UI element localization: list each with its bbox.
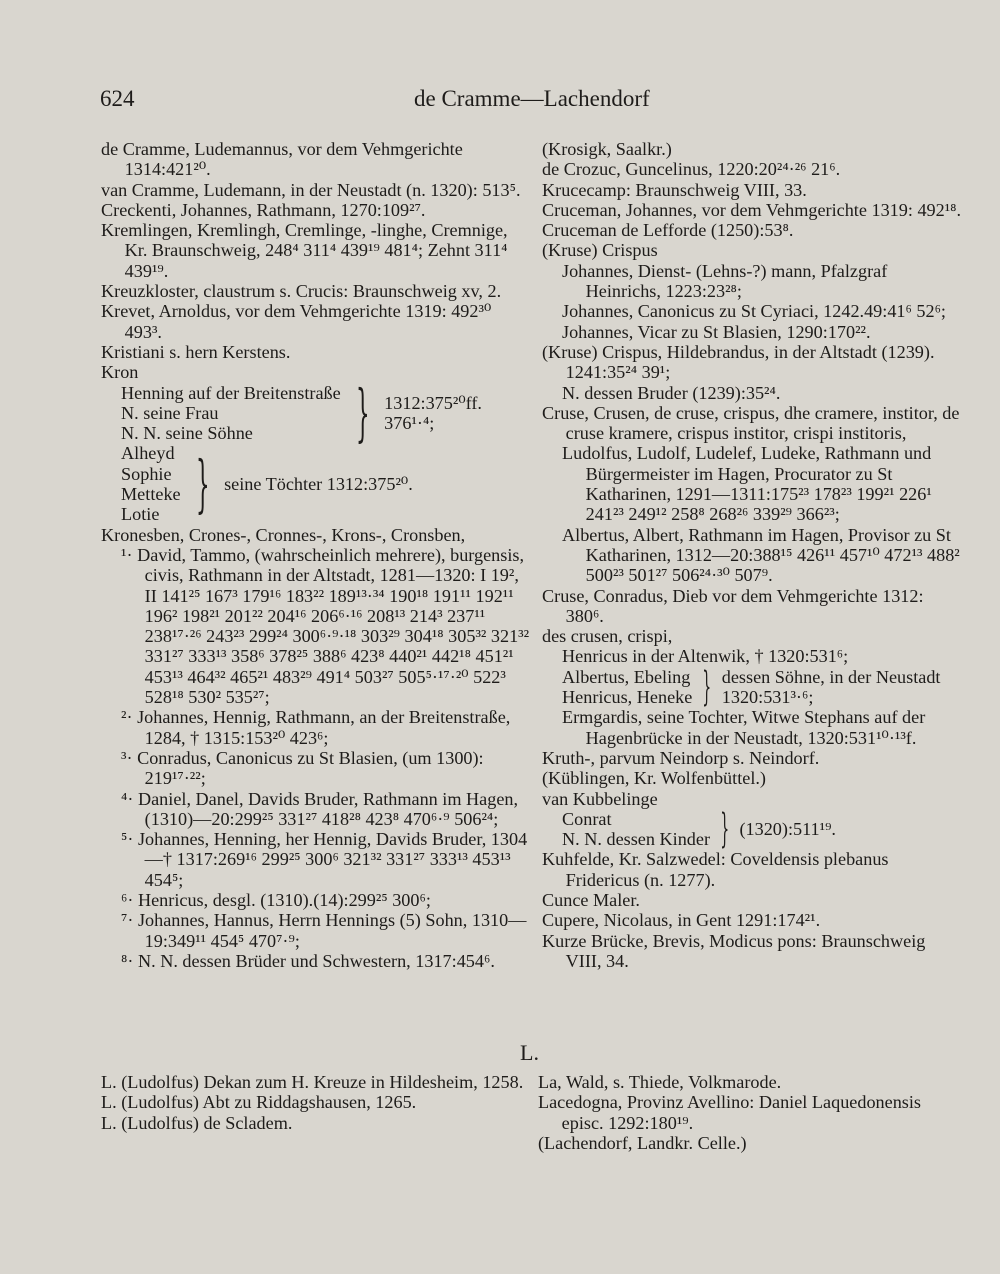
l-right-column <box>538 1072 958 1153</box>
right-column <box>542 139 962 971</box>
kron-group-daughters <box>101 443 531 524</box>
group-reference: (1320):511¹⁹. <box>739 818 836 839</box>
sub-entry: Johannes, Dienst- (Lehns-?) mann, Pfalzgraf Heinrichs, 1223:23²⁸; <box>562 260 888 302</box>
brace: } <box>720 806 730 853</box>
kubbelinge-group <box>542 806 962 853</box>
index-entry: Cunce Maler. <box>542 889 640 910</box>
sub-entry: Ludolfus, Ludolf, Ludelef, Ludeke, Rathmann und Bürgermeister im Hagen, Procurator zu St Katharinen, 1291—1311:175²³ 178²³ 199²¹ 226¹ 241²³ 249¹² 258⁸ 268²⁶ 339²⁹ 366²³; <box>562 443 932 525</box>
index-entry: van Cramme, Ludemann, in der Neustadt (n. 1320): 513⁵. <box>101 179 521 200</box>
sub-entry: ⁵· Johannes, Henning, her Hennig, Davids Bruder, 1304—† 1317:269¹⁶ 299²⁵ 300⁶ 321³² 331²⁷ 333¹³ 453¹³ 454⁵; <box>121 829 528 890</box>
sub-entry: ⁸· N. N. dessen Brüder und Schwestern, 1317:454⁶. <box>121 950 495 971</box>
running-title: de Cramme—Lachendorf <box>414 86 650 111</box>
sub-entry: ³· Conradus, Canonicus zu St Blasien, (um 1300): 219¹⁷·²²; <box>121 747 484 789</box>
index-entry: Kreuzkloster, claustrum s. Crucis: Braunschweig xv, 2. <box>101 281 502 302</box>
cruse-sons-group <box>542 664 962 711</box>
sub-entry: N. dessen Bruder (1239):35²⁴. <box>562 382 781 403</box>
sub-entry: Henricus in der Altenwik, † 1320:531⁶; <box>562 646 849 667</box>
group-name: Alheyd <box>121 443 175 464</box>
index-entry: van Kubbelinge <box>542 788 658 809</box>
sub-entry: ⁶· Henricus, desgl. (1310).(14):299²⁵ 300⁶; <box>121 889 431 910</box>
group-name: Henning auf der Breitenstraße <box>121 382 341 403</box>
group-reference: dessen Söhne, in der Neustadt <box>721 666 941 687</box>
sub-entry: Johannes, Vicar zu St Blasien, 1290:170²². <box>562 321 871 342</box>
group-name: Conrat <box>562 808 612 829</box>
index-entry: Cruse, Conradus, Dieb vor dem Vehmgerichte 1312: 380⁶. <box>542 585 924 626</box>
index-entry: Creckenti, Johannes, Rathmann, 1270:109²⁷. <box>101 199 426 220</box>
group-name: N. N. dessen Kinder <box>562 829 711 850</box>
index-entry: La, Wald, s. Thiede, Volkmarode. <box>538 1072 782 1092</box>
index-entry: Cupere, Nicolaus, in Gent 1291:174²¹. <box>542 910 821 931</box>
index-entry: (Kruse) Crispus <box>542 240 658 261</box>
sub-entry: Ermgardis, seine Tochter, Witwe Stephans auf der Hagenbrücke in der Neustadt, 1320:531¹⁰·¹³f. <box>562 707 926 748</box>
index-entry: Kremlingen, Kremlingh, Cremlinge, -linghe, Cremnige, Kr. Braunschweig, 248⁴ 311⁴ 439¹⁹ 481⁴; Zehnt 311⁴ 439¹⁹. <box>101 220 508 281</box>
group-reference: 1312:375²⁰ff. 376¹·⁴; <box>384 392 482 433</box>
group-name: Sophie <box>121 463 172 484</box>
index-entry: Cruceman de Lefforde (1250):53⁸. <box>542 220 794 241</box>
brace: } <box>195 447 210 521</box>
group-name: Henricus, Heneke <box>562 687 693 708</box>
l-left-column <box>101 1072 531 1133</box>
group-name: Lotie <box>121 504 160 525</box>
group-name: N. seine Frau <box>121 402 219 423</box>
index-entry: Kurze Brücke, Brevis, Modicus pons: Braunschweig VIII, 34. <box>542 930 926 971</box>
index-entry: de Crozuc, Guncelinus, 1220:20²⁴·²⁶ 21⁶. <box>542 159 841 180</box>
group-name: Albertus, Ebeling <box>562 666 691 687</box>
sub-entry: ⁷· Johannes, Hannus, Herrn Hennings (5) Sohn, 1310—19:349¹¹ 454⁵ 470⁷·⁹; <box>121 910 527 951</box>
index-entry: Lacedogna, Provinz Avellino: Daniel Laquedonensis episc. 1292:180¹⁹. <box>538 1092 922 1133</box>
sub-entry: ⁴· Daniel, Danel, Davids Bruder, Rathmann im Hagen, (1310)—20:299²⁵ 331²⁷ 418²⁸ 423⁸ 470⁶·⁹ 506²⁴; <box>121 788 519 829</box>
index-entry: Kronesben, Crones-, Cronnes-, Krons-, Cronsben, <box>101 524 466 545</box>
sub-entry: Albertus, Albert, Rathmann im Hagen, Provisor zu St Katharinen, 1312—20:388¹⁵ 426¹¹ 457¹⁰ 472¹³ 488² 500²³ 501²⁷ 506²⁴·³⁰ 507⁹. <box>562 524 960 586</box>
index-entry: Kron <box>101 362 139 383</box>
section-letter: L. <box>520 1040 539 1065</box>
index-entry: L. (Ludolfus) de Scladem. <box>101 1112 293 1133</box>
brace: } <box>702 664 712 711</box>
brace: } <box>355 376 370 449</box>
sub-entry: Johannes, Canonicus zu St Cyriaci, 1242.49:41⁶ 52⁶; <box>562 301 946 322</box>
index-entry: Kuhfelde, Kr. Salzwedel: Coveldensis plebanus Fridericus (n. 1277). <box>542 849 889 890</box>
index-entry: de Cramme, Ludemannus, vor dem Vehmgerichte 1314:421²⁰. <box>101 139 463 180</box>
index-entry: des crusen, crispi, <box>542 626 673 647</box>
index-entry: (Küblingen, Kr. Wolfenbüttel.) <box>542 768 766 789</box>
index-entry: Krevet, Arnoldus, vor dem Vehmgerichte 1319: 492³⁰ 493³. <box>101 301 492 342</box>
index-entry: L. (Ludolfus) Abt zu Riddagshausen, 1265. <box>101 1092 417 1113</box>
index-entry: (Lachendorf, Landkr. Celle.) <box>538 1132 747 1153</box>
index-entry: Cruceman, Johannes, vor dem Vehmgerichte 1319: 492¹⁸. <box>542 199 962 220</box>
group-reference: seine Töchter 1312:375²⁰. <box>224 473 413 494</box>
index-entry: (Kruse) Crispus, Hildebrandus, in der Altstadt (1239). 1241:35²⁴ 39¹; <box>542 341 935 383</box>
group-reference: 1320:531³·⁶; <box>721 687 814 708</box>
group-name: Metteke <box>121 484 181 505</box>
index-entry: Kruth-, parvum Neindorp s. Neindorf. <box>542 747 820 768</box>
index-entry: (Krosigk, Saalkr.) <box>542 139 672 159</box>
sub-entry: ²· Johannes, Hennig, Rathmann, an der Breitenstraße, 1284, † 1315:153²⁰ 423⁶; <box>121 707 511 748</box>
index-entry: Cruse, Crusen, de cruse, crispus, dhe cramere, institor, de cruse kramere, crispus institor, crispi institoris, <box>542 402 960 444</box>
sub-entry: ¹· David, Tammo, (wahrscheinlich mehrere), burgensis, civis, Rathmann in der Altstadt, 1281—1320: I 19², II 141²⁵ 167³ 179¹⁶ 183²² 189¹³·³⁴ 190¹⁸ 191¹¹ 192¹¹ 196² 198²¹ 201²² 204¹⁶ 206⁶·¹⁶ 208¹³ 214³ 237¹¹ 238¹⁷·²⁶ 243²³ 299²⁴ 300⁶·⁹·¹⁸ 303²⁹ 304¹⁸ 305³² 321³² 331²⁷ 333¹³ 358⁶ 378²⁵ 388⁶ 423⁸ 440²¹ 442¹⁸ 451²¹ 453¹³ 464³² 465²¹ 483²⁹ 491⁴ 503²⁷ 505⁵·¹⁷·²⁰ 522³ 528¹⁸ 530² 535²⁷; <box>121 544 530 708</box>
left-column <box>101 139 531 971</box>
page-number: 624 <box>100 86 135 111</box>
kron-group-henning <box>101 376 531 449</box>
index-entry: Krucecamp: Braunschweig VIII, 33. <box>542 179 807 200</box>
index-entry: L. (Ludolfus) Dekan zum H. Kreuze in Hildesheim, 1258. <box>101 1072 524 1092</box>
group-name: N. N. seine Söhne <box>121 423 253 444</box>
index-entry: Kristiani s. hern Kerstens. <box>101 341 291 362</box>
